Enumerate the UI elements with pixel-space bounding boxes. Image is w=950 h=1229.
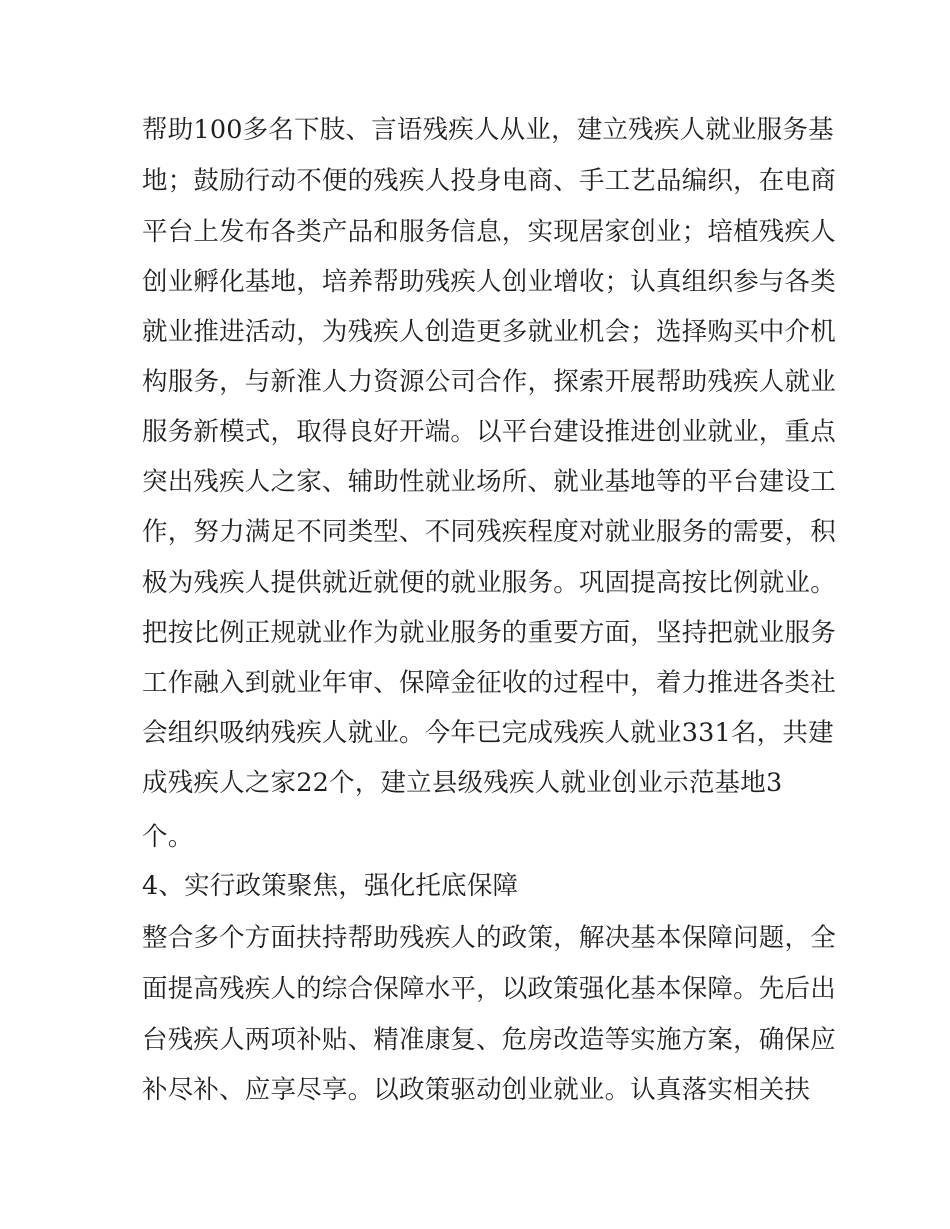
body-text-line: 创业孵化基地，培养帮助残疾人创业增收；认真组织参与各类 (142, 267, 836, 297)
body-text-line: 个。 (142, 822, 194, 852)
body-text-line: 台残疾人两项补贴、精准康复、危房改造等实施方案，确保应 (142, 1025, 836, 1055)
body-text-line: 会组织吸纳残疾人就业。今年已完成残疾人就业331名，共建 (142, 718, 834, 748)
body-text-line: 帮助100多名下肢、言语残疾人从业，建立残疾人就业服务基 (142, 115, 834, 145)
body-text-line: 补尽补、应享尽享。以政策驱动创业就业。认真落实相关扶 (142, 1075, 811, 1105)
section-heading: 4、实行政策聚焦，强化托底保障 (142, 871, 519, 901)
body-text-line: 作，努力满足不同类型、不同残疾程度对就业服务的需要，积 (142, 517, 836, 547)
body-text-line: 突出残疾人之家、辅助性就业场所、就业基地等的平台建设工 (142, 467, 836, 497)
body-text-line: 服务新模式，取得良好开端。以平台建设推进创业就业，重点 (142, 417, 836, 447)
body-text-line: 面提高残疾人的综合保障水平，以政策强化基本保障。先后出 (142, 974, 836, 1004)
body-text-line: 地；鼓励行动不便的残疾人投身电商、手工艺品编织，在电商 (142, 166, 836, 196)
body-text-line: 成残疾人之家22个，建立县级残疾人就业创业示范基地3 (142, 768, 783, 798)
body-text-line: 整合多个方面扶持帮助残疾人的政策，解决基本保障问题，全 (142, 923, 836, 953)
body-text-line: 极为残疾人提供就近就便的就业服务。巩固提高按比例就业。 (142, 568, 836, 598)
body-text-line: 把按比例正规就业作为就业服务的重要方面，坚持把就业服务 (142, 618, 836, 648)
body-text-line: 就业推进活动，为残疾人创造更多就业机会；选择购买中介机 (142, 317, 836, 347)
body-text-line: 构服务，与新淮人力资源公司合作，探索开展帮助残疾人就业 (142, 367, 836, 397)
body-text-line: 工作融入到就业年审、保障金征收的过程中，着力推进各类社 (142, 668, 836, 698)
body-text-line: 平台上发布各类产品和服务信息，实现居家创业；培植残疾人 (142, 217, 836, 247)
